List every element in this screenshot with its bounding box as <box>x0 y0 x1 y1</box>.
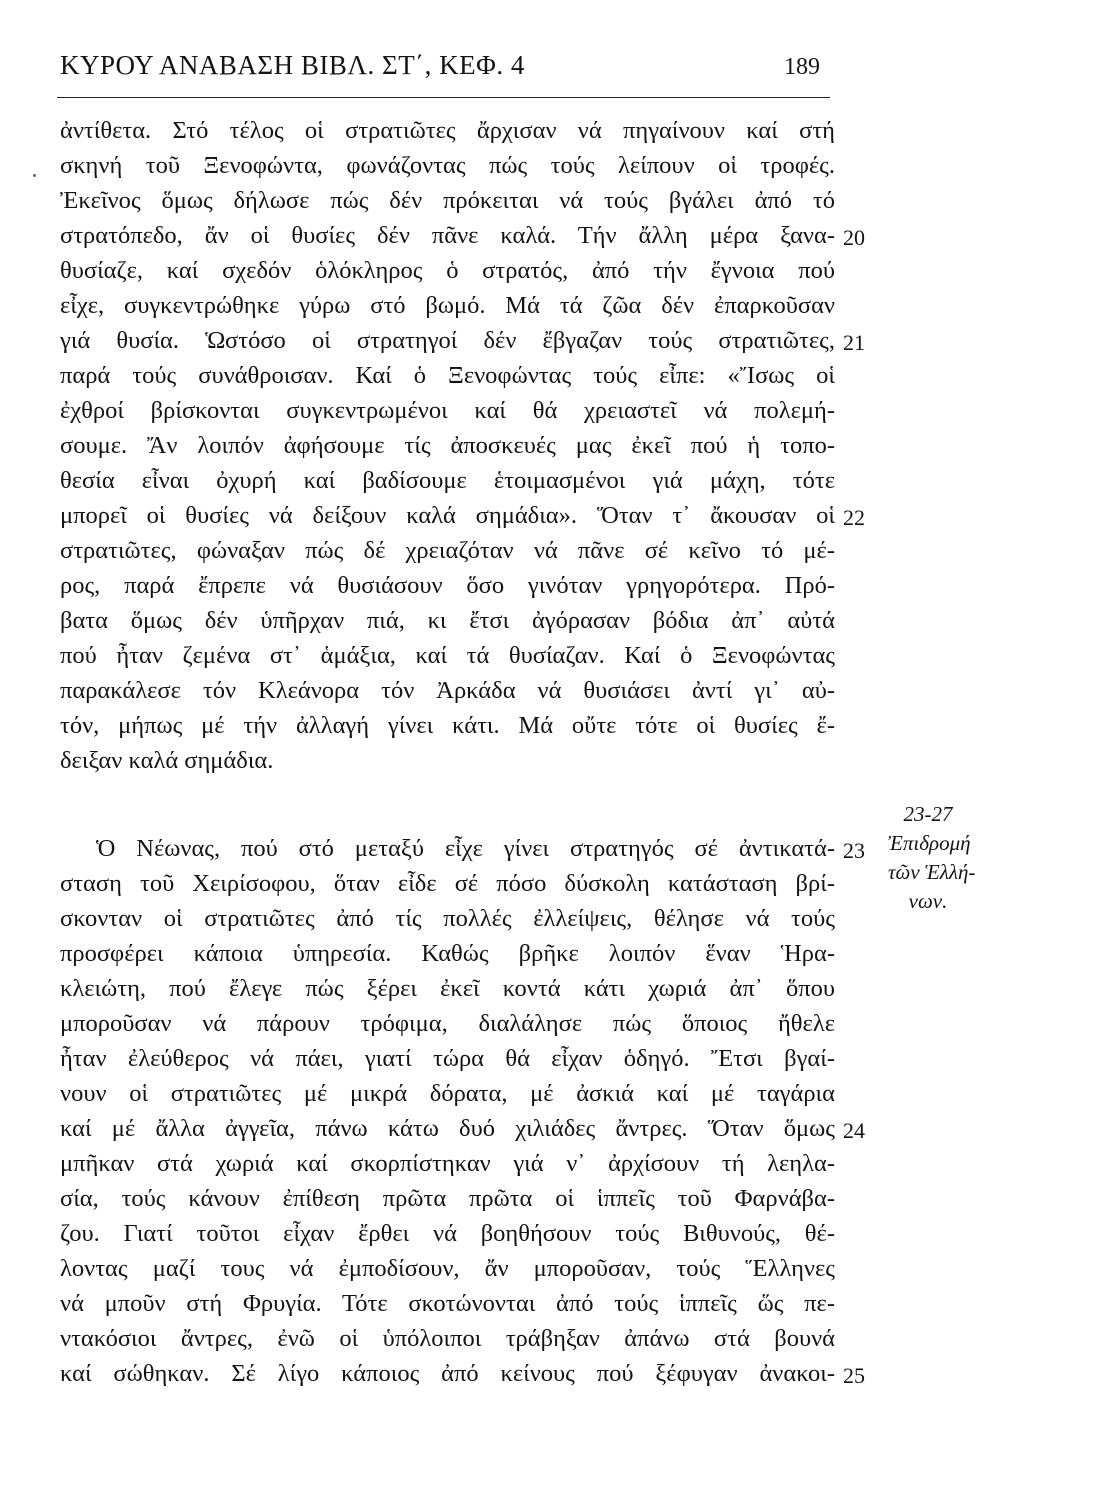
text-line: ντακόσιοι ἄντρες, ἐνῶ οἱ ὑπόλοιποι τράβηξαν ἀπάνω στά βουνά <box>60 1325 835 1352</box>
text-line: προσφέρει κάποια ὑπηρεσία. Καθώς βρῆκε λοιπόν ἕναν Ἡρα- <box>60 940 835 967</box>
verse-number: 25 <box>843 1363 865 1388</box>
text-line: νουν οἱ στρατιῶτες μέ μικρά δόρατα, μέ ἀσκιά καί μέ ταγάρια <box>60 1080 835 1107</box>
header-rule <box>57 97 830 98</box>
text-line: βατα ὅμως δέν ὑπῆρχαν πιά, κι ἔτσι ἀγόρασαν βόδια ἀπ᾿ αὐτά <box>60 607 835 634</box>
text-line: σκηνή τοῦ Ξενοφώντα, φωνάζοντας πώς τούς λείπουν οἱ τροφές. <box>60 152 835 179</box>
margin-note-line: νων. <box>908 889 948 913</box>
text-line: τόν, μήπως μέ τήν ἀλλαγή γίνει κάτι. Μά οὔτε τότε οἱ θυσίες ἔ- <box>60 712 835 739</box>
text-line: μπορεῖ οἱ θυσίες νά δείξουν καλά σημάδια». Ὅταν τ᾿ ἄκουσαν οἱ <box>60 502 835 529</box>
text-line: ἐχθροί βρίσκονται συγκεντρωμένοι καί θά χρειαστεῖ νά πολεμή- <box>60 397 835 424</box>
margin-note-range: 23-27 <box>903 802 953 826</box>
verse-number: 20 <box>843 225 865 250</box>
text-line: Ἐκεῖνος ὅμως δήλωσε πώς δέν πρόκειται νά τούς βγάλει ἀπό τό <box>60 187 835 214</box>
text-line: μπῆκαν στά χωριά καί σκορπίστηκαν γιά ν᾿ ἀρχίσουν τή λεηλα- <box>60 1150 835 1177</box>
margin-note-line: Ἐπιδρομή <box>888 831 971 855</box>
running-title: ΚΥΡΟΥ ΑΝΑΒΑΣΗ ΒΙΒΛ. ΣΤ΄, ΚΕΦ. 4 <box>60 50 525 80</box>
text-line: εἶχε, συγκεντρώθηκε γύρω στό βωμό. Μά τά ζῶα δέν ἐπαρκοῦσαν <box>60 292 835 319</box>
text-line: Ὁ Νέωνας, πού στό μεταξύ εἶχε γίνει στρατηγός σέ ἀντικατά- <box>96 835 835 862</box>
text-line: ρος, παρά ἔπρεπε νά θυσιάσουν ὅσο γινόταν γρηγορότερα. Πρό- <box>60 572 835 599</box>
text-line: καί μέ ἄλλα ἀγγεῖα, πάνω κάτω δυό χιλιάδες ἄντρες. Ὅταν ὅμως <box>60 1115 835 1142</box>
text-line: στρατόπεδο, ἄν οἱ θυσίες δέν πᾶνε καλά. Τήν ἄλλη μέρα ξανα- <box>60 222 835 249</box>
margin-note-line: τῶν Ἑλλή- <box>888 860 976 884</box>
text-line: σουμε. Ἄν λοιπόν ἀφήσουμε τίς ἀποσκευές μας ἐκεῖ πού ἡ τοπο- <box>60 432 835 459</box>
verse-number: 21 <box>843 330 865 355</box>
text-line: θυσίαζε, καί σχεδόν ὁλόκληρος ὁ στρατός, ἀπό τήν ἔγνοια πού <box>60 257 835 284</box>
margin-note <box>888 800 976 916</box>
text-line: παρά τούς συνάθροισαν. Καί ὁ Ξενοφώντας τούς εἶπε: «Ἴσως οἱ <box>60 362 835 389</box>
text-line: γιά θυσία. Ὡστόσο οἱ στρατηγοί δέν ἔβγαζαν τούς στρατιῶτες, <box>60 327 835 354</box>
text-line: παρακάλεσε τόν Κλεάνορα τόν Ἀρκάδα νά θυσιάσει ἀντί γι᾿ αὐ- <box>60 677 835 704</box>
text-line: ἦταν ἐλεύθερος νά πάει, γιατί τώρα θά εἶχαν ὁδηγό. Ἔτσι βγαί- <box>60 1045 835 1072</box>
page-number: 189 <box>784 54 820 80</box>
text-line: σία, τούς κάνουν ἐπίθεση πρῶτα πρῶτα οἱ ἱππεῖς τοῦ Φαρνάβα- <box>60 1185 835 1212</box>
text-line: καί σώθηκαν. Σέ λίγο κάποιος ἀπό κείνους πού ξέφυγαν ἀνακοι- <box>60 1360 835 1387</box>
verse-number: 22 <box>843 505 865 530</box>
text-line: θεσία εἶναι ὀχυρή καί βαδίσουμε ἑτοιμασμένοι γιά μάχη, τότε <box>60 467 835 494</box>
text-line: λοντας μαζί τους νά ἐμποδίσουν, ἄν μποροῦσαν, τούς Ἕλληνες <box>60 1255 835 1282</box>
text-line: σταση τοῦ Χειρίσοφου, ὅταν εἶδε σέ πόσο δύσκολη κατάσταση βρί- <box>60 870 835 897</box>
verse-number: 23 <box>843 838 865 863</box>
text-line: δειξαν καλά σημάδια. <box>60 747 274 774</box>
scan-speck <box>33 174 36 177</box>
text-line: ζου. Γιατί τοῦτοι εἶχαν ἔρθει νά βοηθήσουν τούς Βιθυνούς, θέ- <box>60 1220 835 1247</box>
text-line: σκονταν οἱ στρατιῶτες ἀπό τίς πολλές ἐλλείψεις, θέλησε νά τούς <box>60 905 835 932</box>
text-line: νά μποῦν στή Φρυγία. Τότε σκοτώνονται ἀπό τούς ἱππεῖς ὥς πε- <box>60 1290 835 1317</box>
text-line: στρατιῶτες, φώναξαν πώς δέ χρειαζόταν νά πᾶνε σέ κεῖνο τό μέ- <box>60 537 835 564</box>
text-line: πού ἦταν ζεμένα στ᾿ ἁμάξια, καί τά θυσίαζαν. Καί ὁ Ξενοφώντας <box>60 642 835 669</box>
text-line: κλειώτη, πού ἔλεγε πώς ξέρει ἐκεῖ κοντά κάτι χωριά ἀπ᾿ ὅπου <box>60 975 835 1002</box>
text-line: μποροῦσαν νά πάρουν τρόφιμα, διαλάλησε πώς ὅποιος ἤθελε <box>60 1010 835 1037</box>
text-line: ἀντίθετα. Στό τέλος οἱ στρατιῶτες ἄρχισαν νά πηγαίνουν καί στή <box>60 117 835 144</box>
verse-number: 24 <box>843 1118 865 1143</box>
